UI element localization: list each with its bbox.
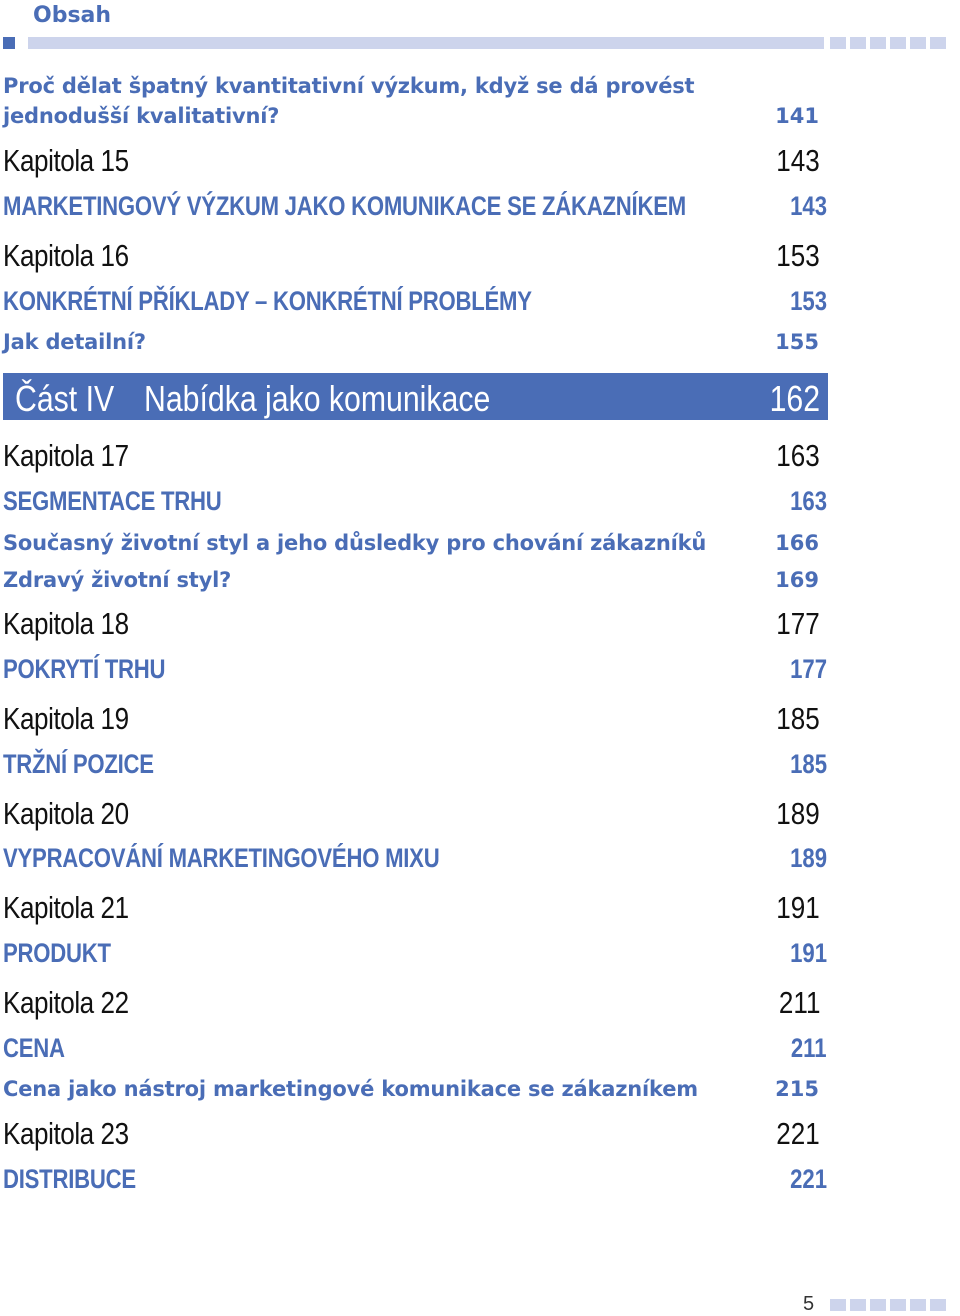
toc-entry-page[interactable]: 141 [775,104,819,128]
toc-chapter-page[interactable]: 185 [776,701,820,736]
toc-chapter-title[interactable]: SEGMENTACE TRHU [3,486,222,516]
toc-chapter-page[interactable]: 211 [778,985,820,1020]
toc-chapter-title[interactable]: TRŽNÍ POZICE [3,749,154,779]
header-rule [0,37,960,50]
toc-chapter-title-page[interactable]: 177 [790,654,827,684]
toc-chapter-title[interactable]: PRODUKT [3,938,111,968]
toc-entry-page[interactable]: 166 [775,531,819,555]
toc-chapter[interactable]: Kapitola 16 [3,238,129,273]
footer-block [890,1299,906,1311]
toc-chapter-page[interactable]: 191 [776,890,820,925]
rule-block [910,37,926,49]
toc-chapter[interactable]: Kapitola 20 [3,796,129,831]
toc-entry-page[interactable]: 155 [775,330,819,354]
part-heading[interactable] [3,373,828,420]
footer-block [830,1299,846,1311]
toc-entry-text[interactable]: Současný životní styl a jeho důsledky pro chování zákazníků [3,531,707,555]
toc-entry-text[interactable]: Proč dělat špatný kvantitativní výzkum, když se dá provést [3,74,695,98]
part-label: Část IV [15,378,115,419]
rule-block [870,37,886,49]
toc-chapter[interactable]: Kapitola 15 [3,143,129,178]
toc-chapter-title-page[interactable]: 163 [790,486,827,516]
footer-block [870,1299,886,1311]
toc-chapter-title[interactable]: DISTRIBUCE [3,1164,136,1194]
toc-entry-text[interactable]: Cena jako nástroj marketingové komunikace se zákazníkem [3,1077,698,1101]
toc-chapter[interactable]: Kapitola 21 [3,890,129,925]
toc-chapter[interactable]: Kapitola 23 [3,1116,129,1151]
toc-chapter[interactable]: Kapitola 17 [3,438,129,473]
page-footer [800,1290,960,1314]
toc-entry-page[interactable]: 215 [775,1077,819,1101]
toc-chapter-title-page[interactable]: 143 [790,191,827,221]
footer-block [850,1299,866,1311]
header-rule-blocks [830,37,946,49]
page-header-title: Obsah [33,3,112,28]
toc-chapter-title-page[interactable]: 211 [791,1033,827,1063]
toc-chapter-title[interactable]: CENA [3,1033,65,1063]
toc-entry-page[interactable]: 169 [775,568,819,592]
toc-chapter-page[interactable]: 143 [776,143,820,178]
toc-chapter-title-page[interactable]: 153 [790,286,827,316]
toc-chapter-title[interactable]: POKRYTÍ TRHU [3,654,166,684]
page-number: 5 [803,1293,815,1315]
part-page: 162 [769,378,820,419]
toc-chapter-title-page[interactable]: 221 [790,1164,827,1194]
footer-block [930,1299,946,1311]
toc-chapter-title-page[interactable]: 191 [790,938,827,968]
toc-chapter[interactable]: Kapitola 18 [3,606,129,641]
toc-chapter-page[interactable]: 163 [776,438,820,473]
toc-entry-text[interactable]: jednodušší kvalitativní? [3,104,280,128]
header-rule-square [3,37,15,49]
toc-chapter-title-page[interactable]: 189 [790,843,827,873]
footer-blocks [830,1299,946,1311]
toc-chapter-title[interactable]: VYPRACOVÁNÍ MARKETINGOVÉHO MIXU [3,843,440,873]
footer-block [910,1299,926,1311]
rule-block [890,37,906,49]
toc-chapter[interactable]: Kapitola 22 [3,985,129,1020]
toc-chapter-title-page[interactable]: 185 [790,749,827,779]
toc-chapter-title[interactable]: KONKRÉTNÍ PŘÍKLADY – KONKRÉTNÍ PROBLÉMY [3,286,532,316]
toc-chapter-page[interactable]: 221 [776,1116,820,1151]
toc-chapter-page[interactable]: 153 [776,238,820,273]
rule-block [930,37,946,49]
toc-chapter-page[interactable]: 189 [776,796,820,831]
toc-chapter-title[interactable]: MARKETINGOVÝ VÝZKUM JAKO KOMUNIKACE SE ZÁKAZNÍKEM [3,191,686,221]
toc-chapter-page[interactable]: 177 [776,606,820,641]
part-title: Nabídka jako komunikace [144,378,491,419]
header-rule-bar [28,37,824,49]
toc-entry-text[interactable]: Zdravý životní styl? [3,568,232,592]
rule-block [830,37,846,49]
rule-block [850,37,866,49]
toc-entry-text[interactable]: Jak detailní? [3,330,146,354]
toc-chapter[interactable]: Kapitola 19 [3,701,129,736]
